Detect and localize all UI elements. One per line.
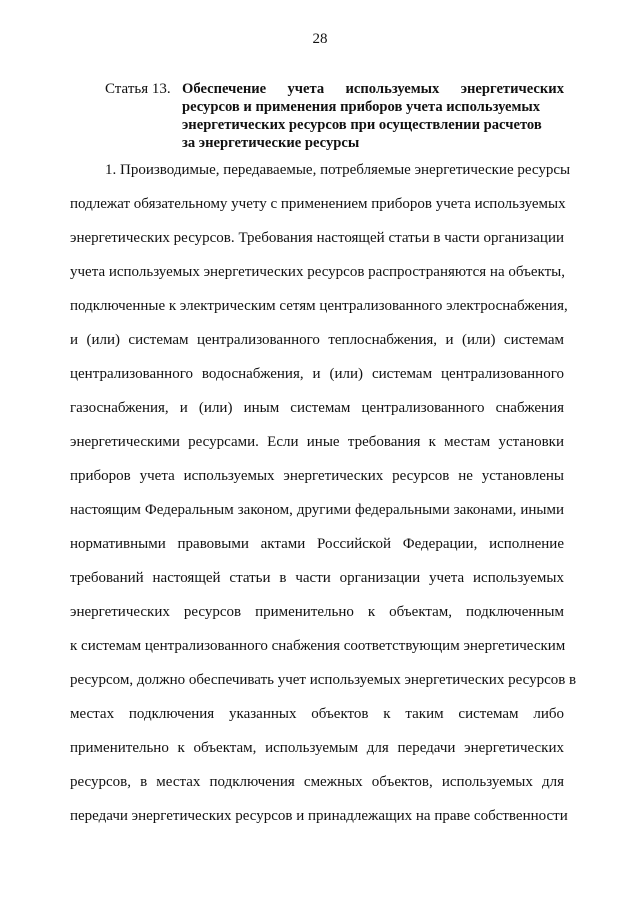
paragraph-line-17: местах подключения указанных объектов к таким системам либо (70, 706, 564, 722)
paragraph-line-5: подключенные к электрическим сетям централизованного электроснабжения, (70, 298, 568, 314)
article-title-line-4: за энергетические ресурсы (182, 135, 360, 151)
article-label: Статья 13. (105, 81, 171, 97)
paragraph-line-6: и (или) системам централизованного теплоснабжения, и (или) системам (70, 332, 564, 348)
page-number: 28 (312, 31, 328, 47)
paragraph-line-11: настоящим Федеральным законом, другими федеральными законами, иными (70, 502, 564, 518)
paragraph-line-18: применительно к объектам, используемым для передачи энергетических (70, 740, 564, 756)
paragraph-line-2: подлежат обязательному учету с применением приборов учета используемых (70, 196, 566, 212)
paragraph-line-19: ресурсов, в местах подключения смежных объектов, используемых для (70, 774, 564, 790)
paragraph-line-10: приборов учета используемых энергетических ресурсов не установлены (70, 468, 564, 484)
article-title-line-1: Обеспечение учета используемых энергетических (182, 81, 564, 97)
paragraph-line-13: требований настоящей статьи в части организации учета используемых (70, 570, 564, 586)
article-title-line-3: энергетических ресурсов при осуществлении расчетов (182, 117, 542, 133)
paragraph-line-20: передачи энергетических ресурсов и принадлежащих на праве собственности (70, 808, 568, 824)
paragraph-line-12: нормативными правовыми актами Российской Федерации, исполнение (70, 536, 564, 552)
paragraph-line-3: энергетических ресурсов. Требования настоящей статьи в части организации (70, 230, 564, 246)
paragraph-line-16: ресурсом, должно обеспечивать учет используемых энергетических ресурсов в (70, 672, 577, 688)
paragraph-line-15: к системам централизованного снабжения соответствующим энергетическим (70, 638, 566, 654)
paragraph-line-1: 1. Производимые, передаваемые, потребляемые энергетические ресурсы (105, 162, 571, 178)
paragraph-line-14: энергетических ресурсов применительно к объектам, подключенным (70, 604, 564, 620)
paragraph-line-7: централизованного водоснабжения, и (или) системам централизованного (70, 366, 564, 382)
paragraph-line-9: энергетическими ресурсами. Если иные требования к местам установки (70, 434, 564, 450)
paragraph-line-8: газоснабжения, и (или) иным системам централизованного снабжения (70, 400, 564, 416)
article-title-line-2: ресурсов и применения приборов учета используемых (182, 99, 541, 115)
paragraph-line-4: учета используемых энергетических ресурсов распространяются на объекты, (70, 264, 566, 280)
